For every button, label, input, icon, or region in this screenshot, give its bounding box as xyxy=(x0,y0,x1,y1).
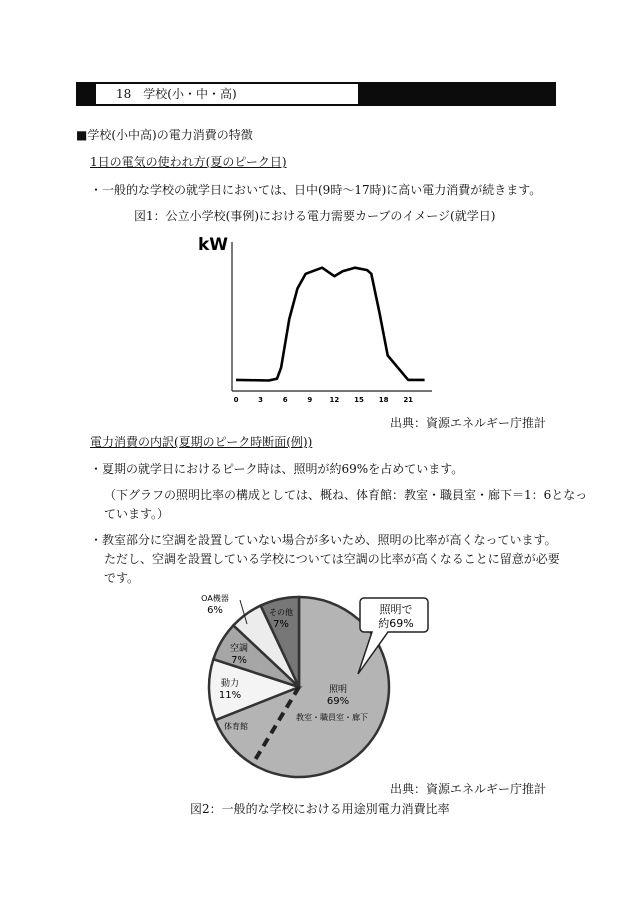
slice-sublabel-classroom: 教室・職員室・廊下 xyxy=(296,713,368,722)
x-tick-label: 21 xyxy=(403,396,414,404)
y-axis-label: kW xyxy=(198,235,229,255)
slice-label-power: 動力 xyxy=(220,679,240,689)
note-line-2: ています。） xyxy=(104,507,170,521)
callout-line-1: 照明で xyxy=(379,603,413,616)
slice-label-other: その他 xyxy=(269,608,293,617)
slice-pct-other: 7% xyxy=(273,619,289,630)
callout-line-2: 約69% xyxy=(378,617,414,630)
heading: ■学校(小中高)の電力消費の特徴 xyxy=(76,128,253,142)
slice-pct-oa: 6% xyxy=(207,605,223,616)
x-tick-label: 6 xyxy=(282,396,288,404)
slice-sublabel-gym: 体育館 xyxy=(224,722,248,731)
x-tick-label: 3 xyxy=(258,396,264,404)
source-1: 出典：資源エネルギー庁推計 xyxy=(390,416,547,430)
source-2: 出典：資源エネルギー庁推計 xyxy=(390,782,547,796)
slice-label-ac: 空調 xyxy=(229,644,249,654)
bullet-daily: ・一般的な学校の就学日においては、日中(9時～17時)に高い電力消費が続きます。 xyxy=(90,183,542,197)
note-line-1: （下グラフの照明比率の構成としては、概ね、体育館：教室・職員室・廊下＝1：6となっ xyxy=(104,488,588,502)
section-title: 18 学校(小・中・高) xyxy=(96,84,358,104)
x-tick-label: 9 xyxy=(307,396,313,404)
subheading-breakdown: 電力消費の内訳(夏期のピーク時断面(例)) xyxy=(90,435,313,449)
x-tick-label: 12 xyxy=(329,396,340,404)
bullet-ac-1: ・教室部分に空調を設置していない場合が多いため、照明の比率が高くなっています。 xyxy=(90,533,557,547)
bullet-ac-2: ただし、空調を設置している学校については空調の比率が高くなることに留意が必要 xyxy=(104,552,560,566)
slice-pct-ac: 7% xyxy=(231,655,247,666)
slice-label-oa: OA機器 xyxy=(201,594,229,603)
x-tick-label: 18 xyxy=(378,396,389,404)
fig1-caption: 図1：公立小学校(事例)における電力需要カーブのイメージ(就学日) xyxy=(134,209,496,223)
fig2-caption: 図2：一般的な学校における用途別電力消費比率 xyxy=(190,802,450,816)
slice-label-lighting: 照明 xyxy=(328,685,348,695)
slice-pct-power: 11% xyxy=(218,690,242,701)
bullet-peak: ・夏期の就学日におけるピーク時は、照明が約69%を占めています。 xyxy=(90,462,464,476)
bullet-ac-3: です。 xyxy=(104,571,140,585)
x-tick-label: 15 xyxy=(354,396,364,404)
slice-pct-lighting: 69% xyxy=(326,696,350,707)
x-tick-label: 0 xyxy=(233,396,239,404)
subheading-daily: 1日の電気の使われ方(夏のピーク日) xyxy=(90,155,287,169)
